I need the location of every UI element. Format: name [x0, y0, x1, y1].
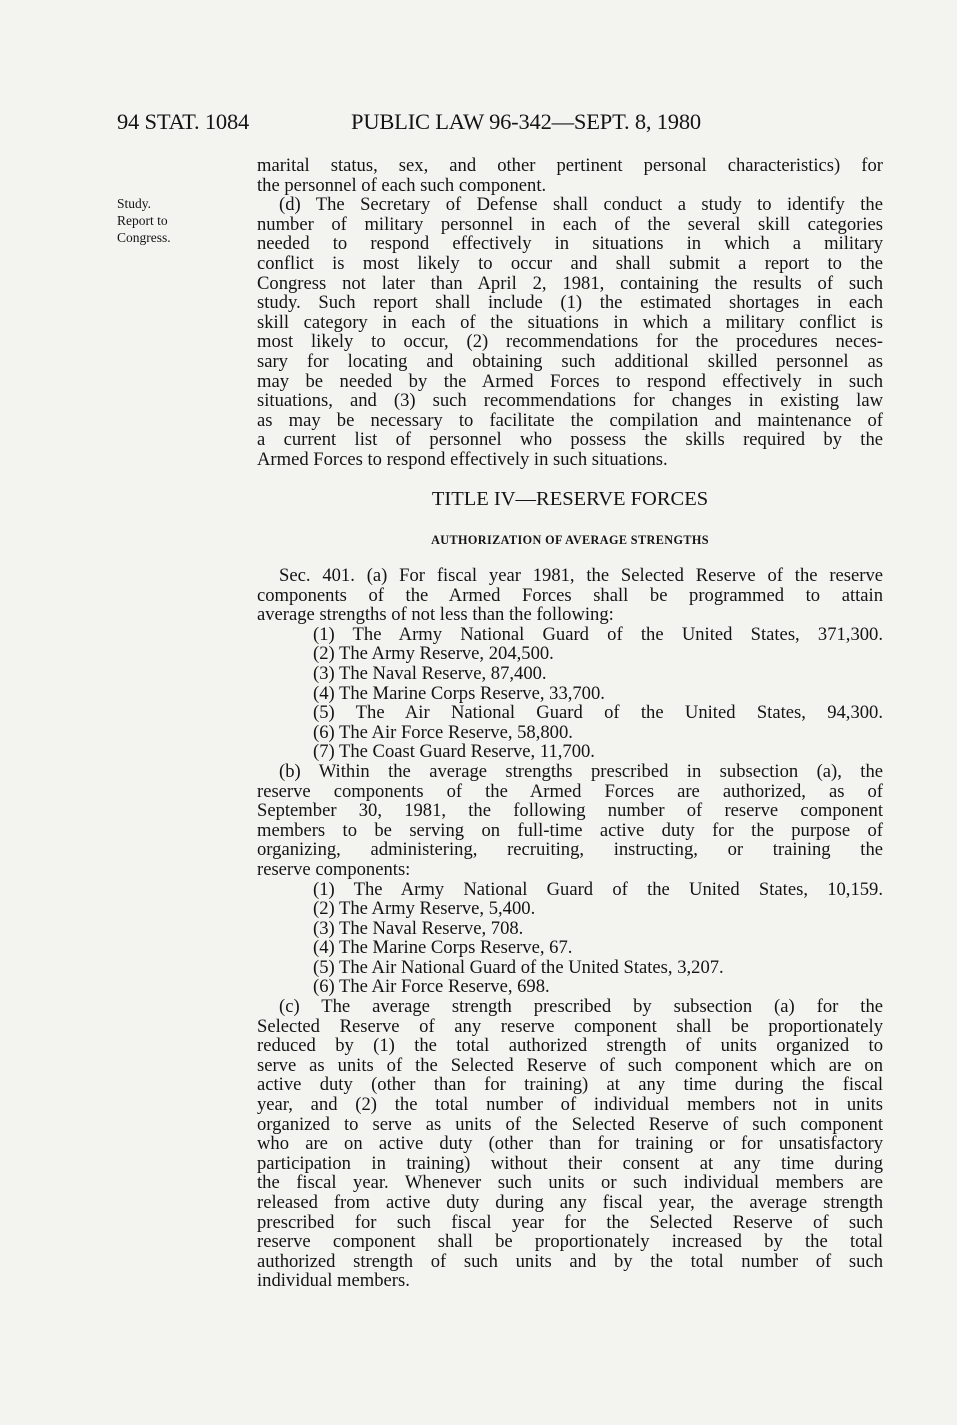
text-line: sary for locating and obtaining such additional skilled personnel as — [257, 350, 883, 372]
text-line: year, and (2) the total number of individual members not in units — [257, 1094, 883, 1116]
section-subheading: AUTHORIZATION OF AVERAGE STRENGTHS — [431, 533, 709, 547]
text-line: (b) Within the average strengths prescribed in subsection (a), the — [279, 760, 883, 782]
margin-note — [117, 195, 171, 246]
text-line: released from active duty during any fiscal year, the average strength — [257, 1192, 883, 1213]
running-header: PUBLIC LAW 96-342—SEPT. 8, 1980 — [351, 109, 701, 134]
text-line: (1) The Army National Guard of the United States, 371,300. — [313, 623, 883, 645]
text-line: Armed Forces to respond effectively in such situations. — [257, 448, 668, 470]
text-line: reserve components: — [257, 858, 411, 880]
text-line: may be needed by the Armed Forces to respond effectively in such — [257, 370, 883, 392]
text-line: (d) The Secretary of Defense shall conduct a study to identify the — [279, 194, 883, 216]
text-line: reserve component shall be proportionately increased by the total — [257, 1231, 883, 1253]
list-item — [257, 899, 883, 919]
list-item — [257, 938, 883, 958]
text-line: organized to serve as units of the Selected Reserve of such component — [257, 1113, 883, 1135]
text-line: components of the Armed Forces shall be programmed to attain — [257, 584, 883, 606]
text-line: reduced by (1) the total authorized strength of units organized to — [257, 1035, 883, 1057]
text-line: authorized strength of such units and by the total number of such — [257, 1250, 883, 1272]
text-line: marital status, sex, and other pertinent personal characteristics) for — [257, 155, 883, 176]
text-line: number of military personnel in each of the several skill categories — [257, 213, 883, 235]
paragraph — [257, 762, 883, 880]
text-line: individual members. — [257, 1270, 410, 1292]
text-line: (6) The Air Force Reserve, 698. — [313, 976, 550, 998]
text-line: conflict is most likely to occur and shall submit a report to the — [257, 252, 883, 274]
text-line: (2) The Army Reserve, 5,400. — [313, 898, 536, 920]
text-line: (2) The Army Reserve, 204,500. — [313, 643, 554, 665]
text-line: Congress not later than April 2, 1981, containing the results of such — [257, 272, 883, 294]
text-line: serve as units of the Selected Reserve of such component which are on — [257, 1054, 883, 1076]
list-item — [257, 977, 883, 997]
body-text-part1 — [257, 156, 883, 470]
text-line: skill category in each of the situations in which a military conflict is — [257, 311, 883, 333]
text-line: (3) The Naval Reserve, 87,400. — [313, 662, 547, 684]
text-line: a current list of personnel who possess the skills required by the — [257, 429, 883, 451]
text-line: prescribed for such fiscal year for the Selected Reserve of such — [257, 1211, 883, 1233]
list-item — [257, 880, 883, 900]
text-line: (5) The Air National Guard of the United States, 94,300. — [313, 702, 883, 724]
text-line: most likely to occur, (2) recommendations for the procedures neces- — [257, 331, 883, 353]
text-line: reserve components of the Armed Forces are authorized, as of — [257, 780, 883, 802]
body-text-part2 — [257, 566, 883, 1291]
text-line: organizing, administering, recruiting, instructing, or training the — [257, 839, 883, 861]
text-line: members to be serving on full-time active duty for the purpose of — [257, 819, 883, 841]
text-line: who are on active duty (other than for training or for unsatisfactory — [257, 1133, 883, 1155]
text-line: Sec. 401. (a) For fiscal year 1981, the Selected Reserve of the reserve — [279, 565, 883, 586]
text-line: (c) The average strength prescribed by subsection (a) for the — [279, 996, 883, 1018]
text-line: (5) The Air National Guard of the United States, 3,207. — [313, 956, 724, 978]
text-line: (7) The Coast Guard Reserve, 11,700. — [313, 741, 595, 763]
text-line: needed to respond effectively in situations in which a military — [257, 233, 883, 255]
text-line: Selected Reserve of any reserve component shall be proportionately — [257, 1015, 883, 1037]
list-item — [257, 958, 883, 978]
text-line: (4) The Marine Corps Reserve, 67. — [313, 937, 573, 959]
text-line: the personnel of each such component. — [257, 174, 547, 196]
text-line: (1) The Army National Guard of the United States, 10,159. — [313, 878, 883, 900]
margin-note-line: Report to — [117, 213, 168, 228]
paragraph — [257, 195, 883, 469]
list-item — [257, 684, 883, 704]
list-item — [257, 644, 883, 664]
list-item — [257, 742, 883, 762]
list-item — [257, 703, 883, 723]
list-item — [257, 625, 883, 645]
text-line: the fiscal year. Whenever such units or such individual members are — [257, 1172, 883, 1194]
margin-note-line: Study. — [117, 196, 152, 211]
margin-note-line: Congress. — [117, 230, 171, 245]
paragraph — [257, 566, 883, 625]
text-line: September 30, 1981, the following number of reserve component — [257, 800, 883, 822]
text-line: (3) The Naval Reserve, 708. — [313, 917, 524, 939]
list-item — [257, 919, 883, 939]
text-line: as may be necessary to facilitate the compilation and maintenance of — [257, 409, 883, 431]
text-line: active duty (other than for training) at any time during the fiscal — [257, 1074, 883, 1096]
page-stat-citation: 94 STAT. 1084 — [117, 109, 250, 134]
title-heading: TITLE IV—RESERVE FORCES — [431, 488, 709, 510]
paragraph — [257, 156, 883, 195]
text-line: situations, and (3) such recommendations for changes in existing law — [257, 390, 883, 412]
text-line: (6) The Air Force Reserve, 58,800. — [313, 721, 573, 743]
text-line: average strengths of not less than the following: — [257, 604, 614, 626]
list-item — [257, 664, 883, 684]
paragraph — [257, 997, 883, 1291]
text-line: (4) The Marine Corps Reserve, 33,700. — [313, 682, 605, 704]
list-item — [257, 723, 883, 743]
text-line: participation in training) without their consent at any time during — [257, 1152, 883, 1174]
text-line: study. Such report shall include (1) the estimated shortages in each — [257, 292, 883, 314]
